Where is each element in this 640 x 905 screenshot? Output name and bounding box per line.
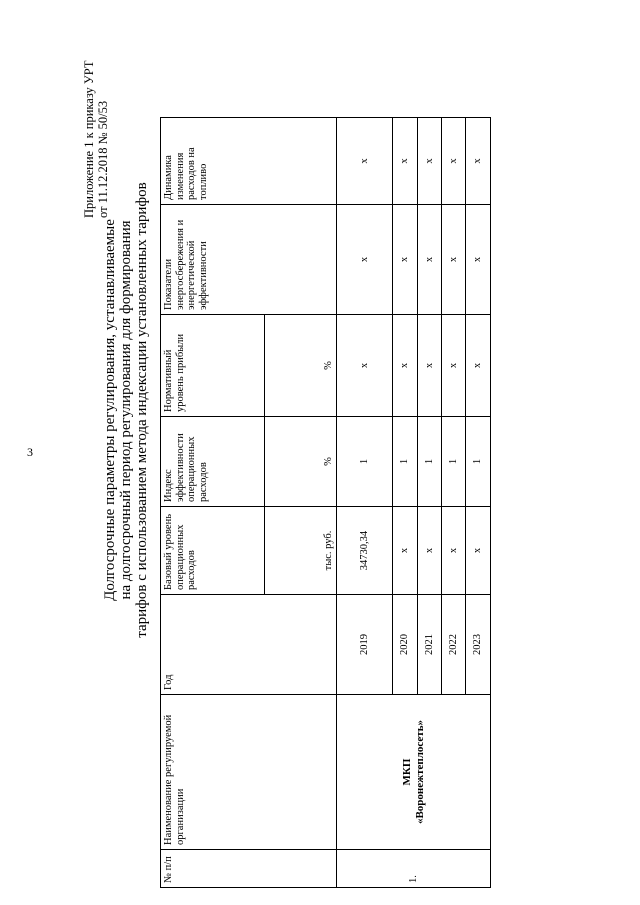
header-org: Наименование регулируемой организации (161, 695, 337, 850)
cell-energy: x (393, 205, 418, 315)
row-number: 1. (337, 850, 491, 888)
unit-profit: % (265, 315, 337, 417)
cell-index: 1 (337, 417, 393, 507)
page-number: 3 (27, 445, 33, 459)
header-profit: Нормативный уровень прибыли (161, 315, 265, 417)
cell-year: 2019 (337, 595, 393, 695)
document-title (102, 170, 150, 650)
stamp-line-2: от 11.12.2018 № 50/53 (96, 100, 110, 218)
cell-fuel: x (393, 118, 418, 205)
title-line-2: на долгосрочный период регулирования для формирования (118, 220, 134, 600)
stamp-line-1: Приложение 1 к приказу УРТ (82, 60, 96, 218)
table-row (337, 118, 393, 888)
cell-profit: x (337, 315, 393, 417)
parameters-table-wrapper (160, 118, 490, 888)
header-year: Год (161, 595, 337, 695)
cell-base: 34730,34 (337, 507, 393, 595)
cell-fuel: x (466, 118, 491, 205)
organization-name-line-2: «Воронежтеплосеть» (413, 719, 426, 825)
cell-profit: x (418, 315, 442, 417)
organization-name-line-1: МКП (400, 758, 413, 786)
cell-year: 2023 (466, 595, 491, 695)
cell-base: x (393, 507, 418, 595)
table-header-row (161, 118, 265, 888)
cell-year: 2022 (442, 595, 466, 695)
cell-energy: x (418, 205, 442, 315)
header-energy: Показатели энергосбережения и энергетической эффективности (161, 205, 337, 315)
cell-index: 1 (442, 417, 466, 507)
cell-year: 2020 (393, 595, 418, 695)
header-index: Индекс эффективности операционных расходов (161, 417, 265, 507)
cell-profit: x (442, 315, 466, 417)
title-line-3: тарифов с использованием метода индексации установленных тарифов (134, 182, 150, 638)
header-base: Базовый уровень операционных расходов (161, 507, 265, 595)
cell-fuel: x (442, 118, 466, 205)
cell-index: 1 (418, 417, 442, 507)
cell-year: 2021 (418, 595, 442, 695)
cell-base: x (466, 507, 491, 595)
cell-index: 1 (466, 417, 491, 507)
cell-index: 1 (393, 417, 418, 507)
cell-profit: x (466, 315, 491, 417)
cell-base: x (442, 507, 466, 595)
title-line-1: Долгосрочные параметры регулирования, устанавливаемые (102, 219, 118, 601)
cell-base: x (418, 507, 442, 595)
cell-fuel: x (418, 118, 442, 205)
unit-index: % (265, 417, 337, 507)
header-fuel: Динамика изменения расходов на топливо (161, 118, 337, 205)
unit-base: тыс. руб. (265, 507, 337, 595)
organization-name (337, 695, 491, 850)
cell-energy: x (466, 205, 491, 315)
parameters-table (160, 117, 491, 888)
cell-energy: x (442, 205, 466, 315)
header-num: № п/п (161, 850, 337, 888)
cell-energy: x (337, 205, 393, 315)
cell-fuel: x (337, 118, 393, 205)
cell-profit: x (393, 315, 418, 417)
